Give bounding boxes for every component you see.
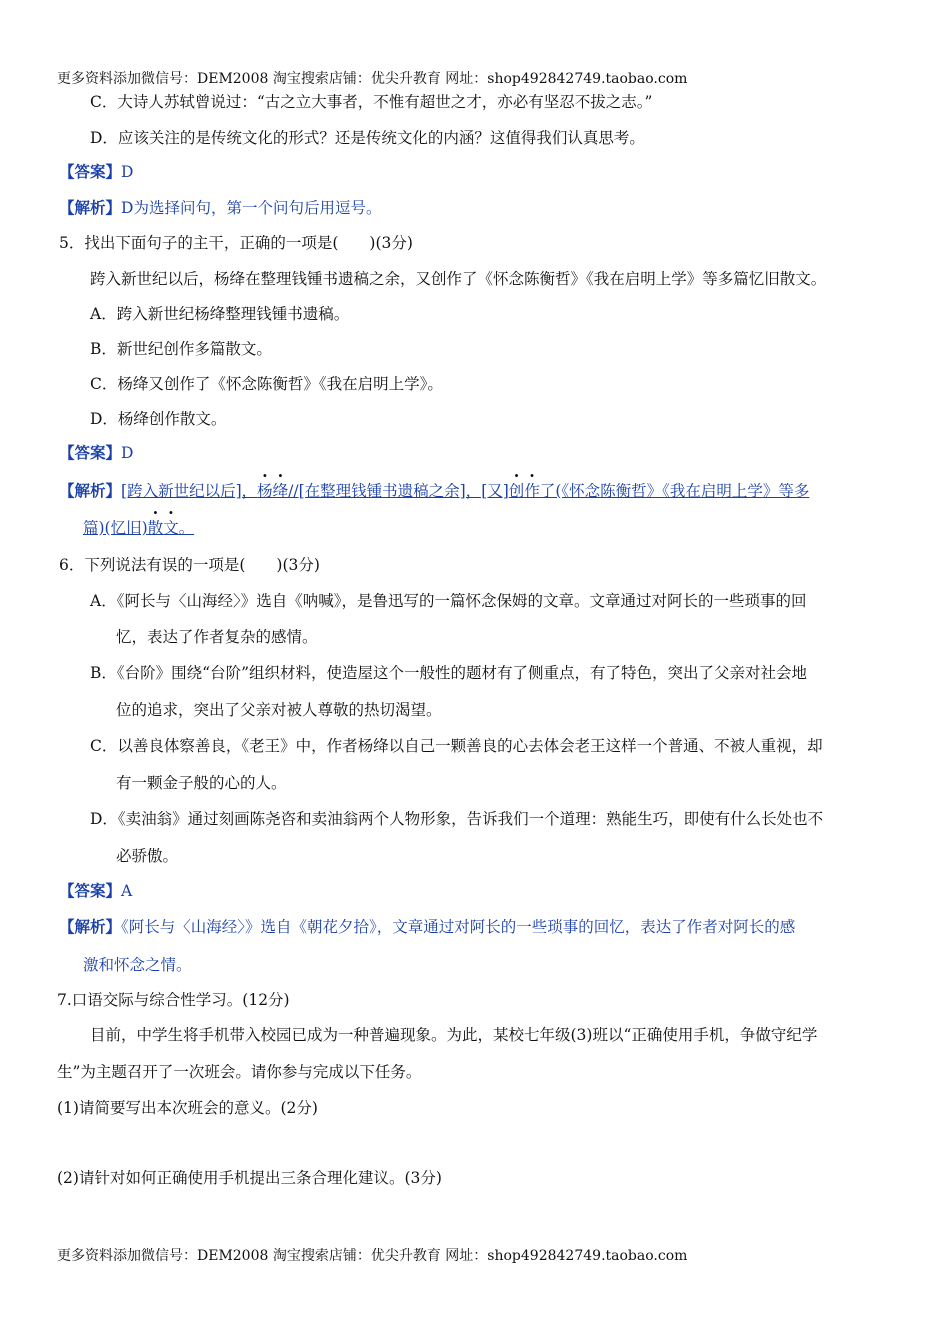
q7-intro-line2: 生”为主题召开了一次班会。请你参与完成以下任务。	[57, 1063, 422, 1081]
q5-option-d: D．杨绛创作散文。	[90, 410, 227, 428]
q4-option-c: C．大诗人苏轼曾说过：“古之立大事者，不惟有超世之才，亦必有坚忍不拔之志。”	[90, 93, 653, 111]
analysis-segment: 。	[178, 519, 195, 537]
answer-tag: 【答案】	[59, 443, 122, 462]
q6-option-c-line1: C．以善良体察善良，《老王》中，作者杨绛以自己一颗善良的心去体会老王这样一个普通、不被人重视，却	[90, 737, 823, 755]
q4-option-d: D．应该关注的是传统文化的形式？还是传统文化的内涵？这值得我们认真思考。	[90, 129, 645, 147]
predicate-char: 创	[508, 482, 525, 500]
answer-value: D	[121, 163, 134, 181]
q4-answer	[59, 161, 133, 183]
q5-sentence: 跨入新世纪以后，杨绛在整理钱锺书遗稿之余，又创作了《怀念陈衡哲》《我在启明上学》等多篇忆旧散文。	[90, 270, 827, 288]
analysis-segment: //[在整理钱锺书遗稿之余]，[又]	[288, 482, 509, 500]
analysis-tag: 【解析】	[59, 917, 122, 936]
q6-option-c-line2: 有一颗金子般的心的人。	[116, 774, 287, 792]
q6-option-d-line2: 必骄傲。	[116, 847, 179, 865]
page-footer: 更多资料添加微信号：DEM2008 淘宝搜索店铺：优尖升教育 网址：shop492842749.taobao.com	[57, 1248, 688, 1264]
q6-analysis-line2: 激和怀念之情。	[83, 956, 192, 974]
subject-char: 杨	[257, 482, 273, 500]
q5-stem: 5．找出下面句子的主干，正确的一项是( )(3分)	[59, 234, 413, 252]
q6-answer	[59, 880, 132, 902]
answer-value: D	[121, 444, 134, 462]
q5-option-c: C．杨绛又创作了《怀念陈衡哲》《我在启明上学》。	[90, 375, 443, 393]
answer-tag: 【答案】	[59, 162, 122, 181]
q6-option-d-line1: D．《卖油翁》通过刻画陈尧咨和卖油翁两个人物形象，告诉我们一个道理：熟能生巧，即使有什么长处也不	[90, 810, 824, 828]
q7-sub1: (1)请简要写出本次班会的意义。(2分)	[57, 1099, 318, 1117]
q6-stem: 6．下列说法有误的一项是( )(3分)	[59, 556, 320, 574]
analysis-tag: 【解析】	[59, 481, 122, 500]
answer-value: A	[121, 882, 133, 900]
answer-tag: 【答案】	[59, 881, 122, 900]
analysis-tag: 【解析】	[59, 198, 122, 217]
subject-char: 绛	[272, 482, 289, 500]
q6-option-b-line2: 位的追求，突出了父亲对被人尊敬的热切渴望。	[116, 701, 442, 719]
analysis-segment: 了(《怀念陈衡哲》《我在启明上学》等多	[539, 482, 810, 500]
q5-answer	[59, 442, 133, 464]
q4-analysis	[59, 197, 381, 219]
object-char: 散	[147, 519, 164, 537]
analysis-text: D为选择问句，第一个问句后用逗号。	[121, 199, 382, 217]
q7-sub2: (2)请针对如何正确使用手机提出三条合理化建议。(3分)	[57, 1169, 442, 1187]
q7-intro-line1: 目前，中学生将手机带入校园已成为一种普遍现象。为此，某校七年级(3)班以“正确使用手机，争做守纪学	[90, 1026, 818, 1044]
analysis-text: 《阿长与〈山海经〉》选自《朝花夕拾》，文章通过对阿长的一些琐事的回忆，表达了作者对阿长的感	[121, 918, 796, 936]
q6-option-b-line1: B．《台阶》围绕“台阶”组织材料，使造屋这个一般性的题材有了侧重点，有了特色，突出了父亲对社会地	[90, 664, 807, 682]
q5-analysis-line1	[59, 480, 809, 502]
q7-stem: 7.口语交际与综合性学习。(12分)	[57, 991, 290, 1009]
object-char: 文	[163, 519, 179, 537]
q6-option-a-line2: 忆，表达了作者复杂的感情。	[116, 628, 318, 646]
q6-option-a-line1: A．《阿长与〈山海经〉》选自《呐喊》，是鲁迅写的一篇怀念保姆的文章。文章通过对阿长的一些琐事的回	[90, 592, 807, 610]
analysis-segment: 篇)(忆旧)	[83, 519, 148, 537]
predicate-char: 作	[524, 482, 540, 500]
q5-option-b: B．新世纪创作多篇散文。	[90, 340, 272, 358]
q5-option-a: A．跨入新世纪杨绛整理钱锺书遗稿。	[90, 305, 350, 323]
q5-analysis-line2	[83, 517, 194, 539]
q6-analysis-line1	[59, 916, 795, 938]
analysis-segment: [跨入新世纪以后]，	[121, 482, 258, 500]
page-header: 更多资料添加微信号：DEM2008 淘宝搜索店铺：优尖升教育 网址：shop492842749.taobao.com	[57, 71, 688, 87]
